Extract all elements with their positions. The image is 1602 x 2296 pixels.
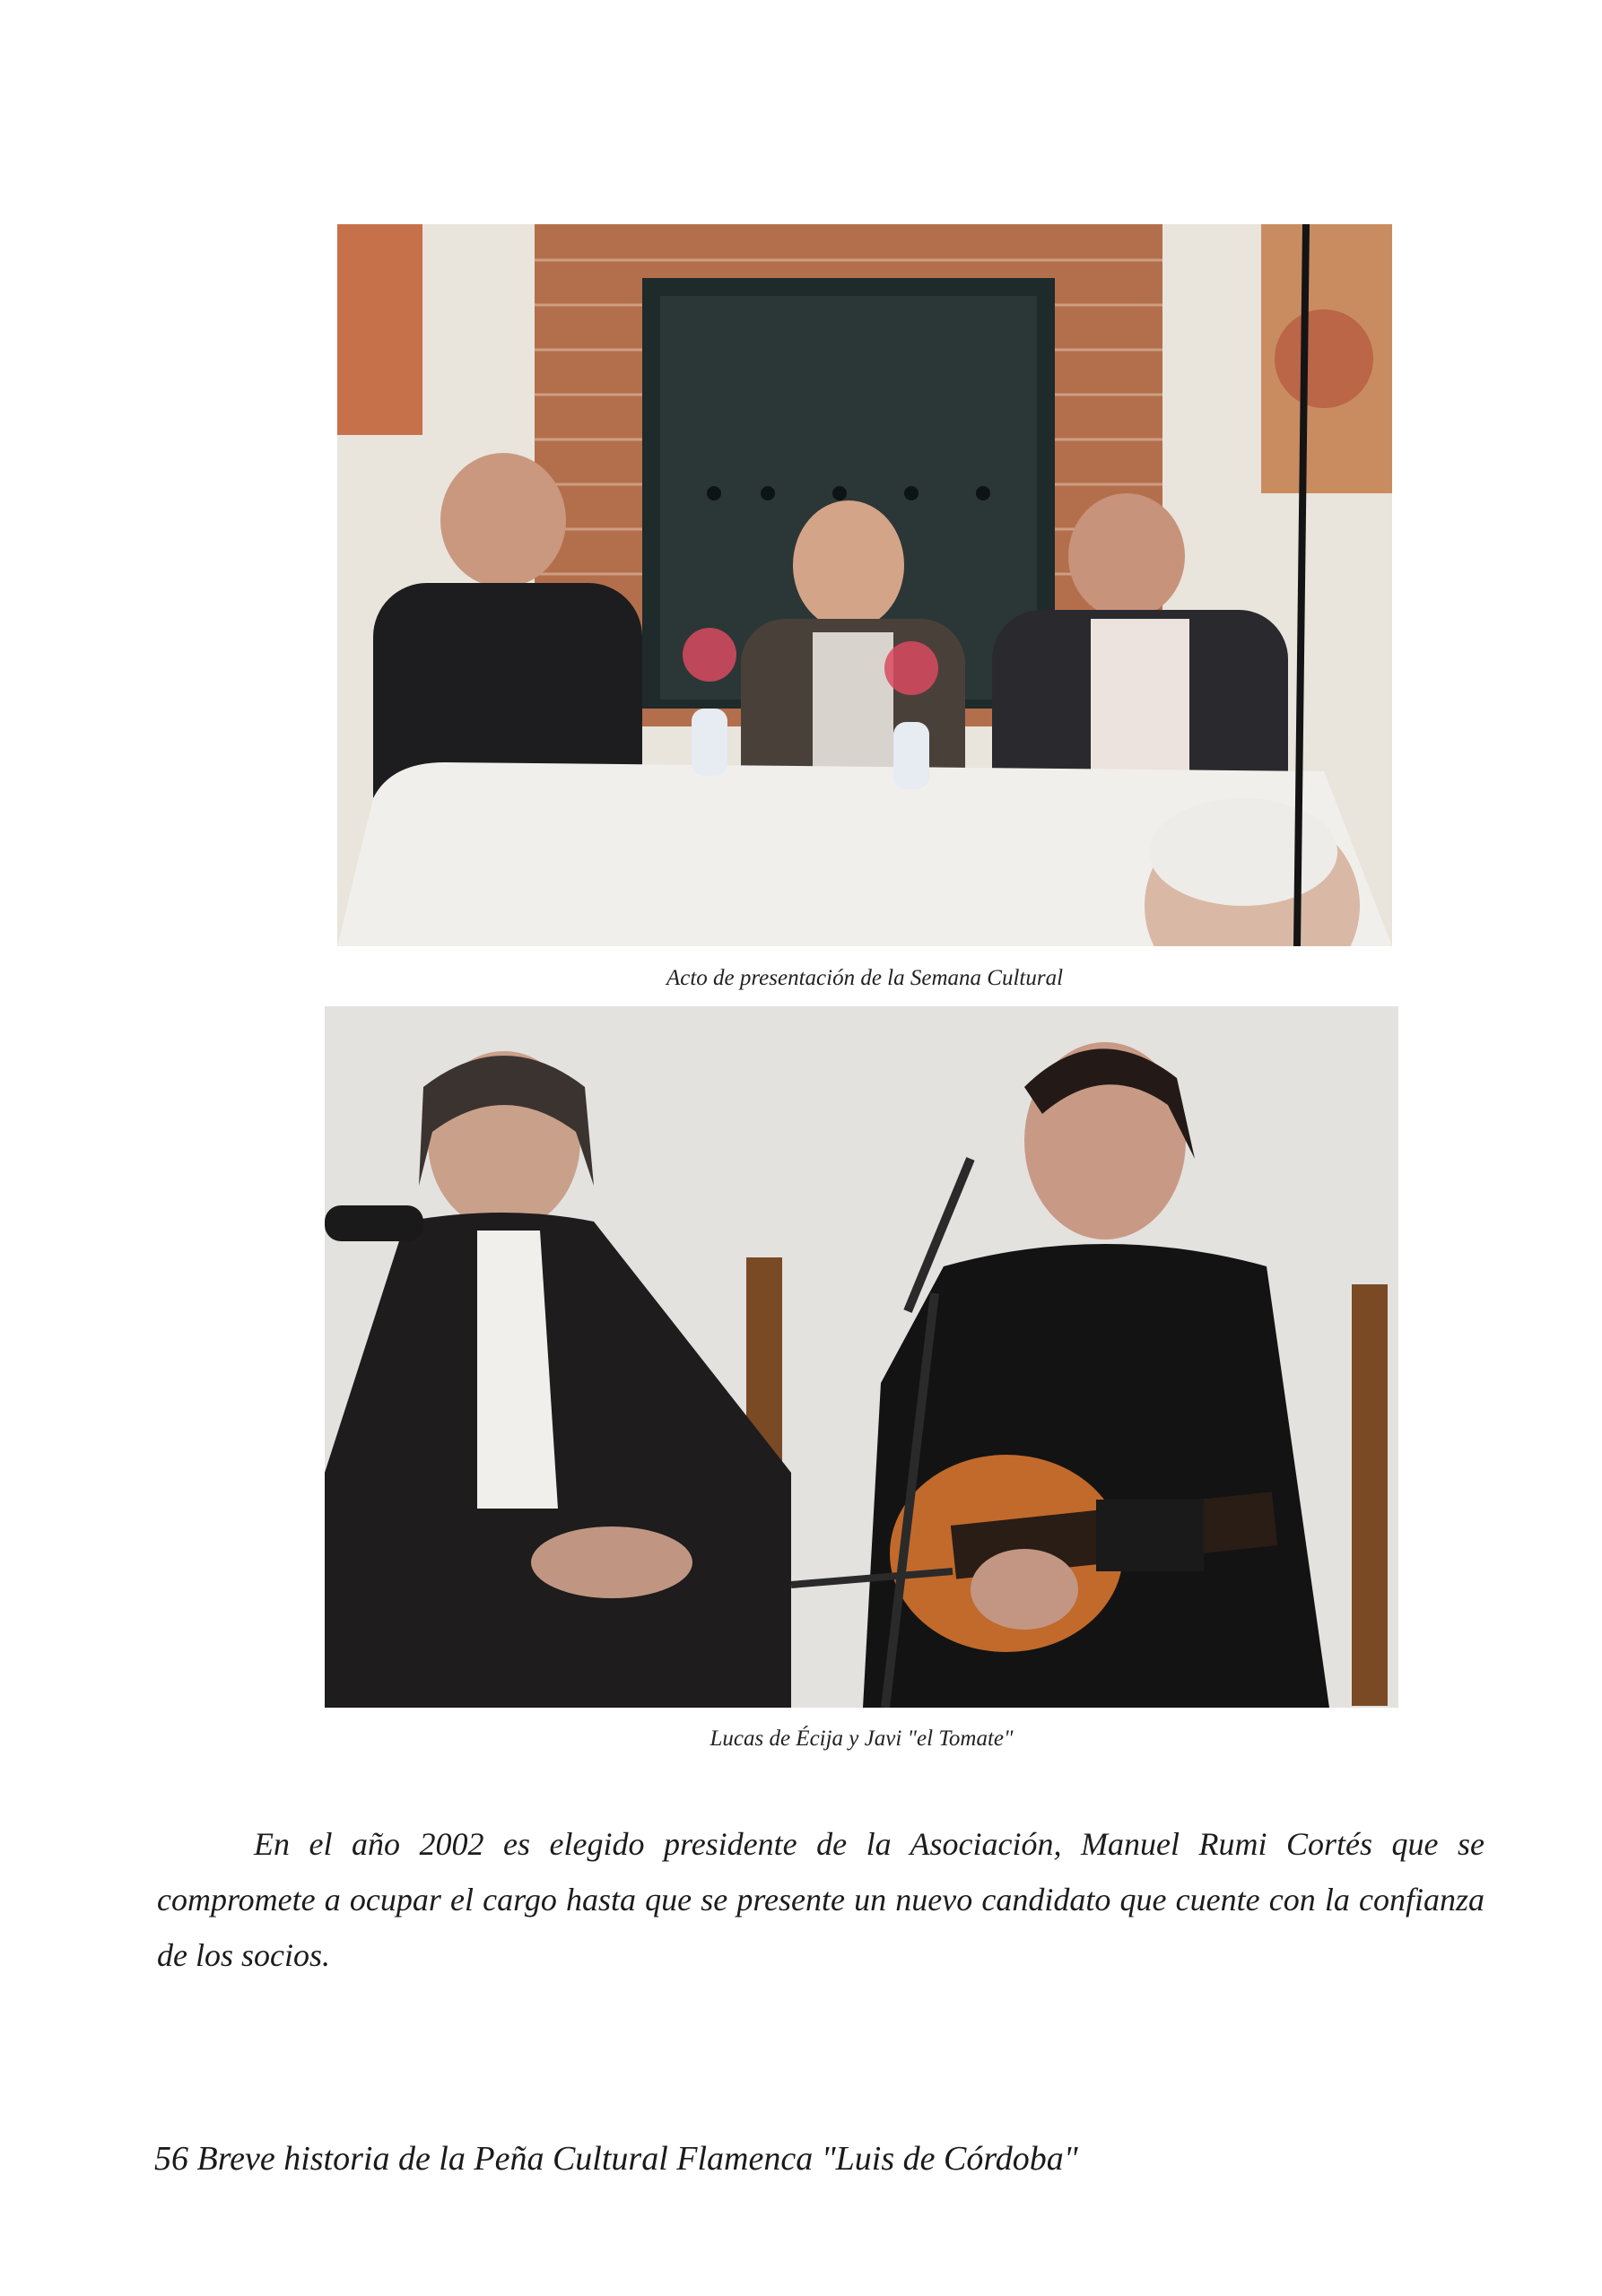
body-paragraph: En el año 2002 es elegido presidente de la Asociación, Manuel Rumi Cortés que se compromete a ocupar el cargo hasta que se presente un nuevo candidato que cuente con la confianza de los socios.: [157, 1826, 1484, 1973]
photo-singer-guitarist-illustration: [325, 1006, 1398, 1708]
photo-caption-singer-guitarist: Lucas de Écija y Javi "el Tomate": [710, 1726, 1014, 1751]
photo-presentation-illustration: [337, 224, 1392, 946]
photo-presentation-act: [337, 224, 1392, 946]
page-footer: 56 Breve historia de la Peña Cultural Flamenca "Luis de Córdoba": [154, 2140, 1078, 2178]
photo-caption-presentation: Acto de presentación de la Semana Cultural: [666, 966, 1064, 990]
photo-singer-guitarist: [325, 1006, 1398, 1708]
